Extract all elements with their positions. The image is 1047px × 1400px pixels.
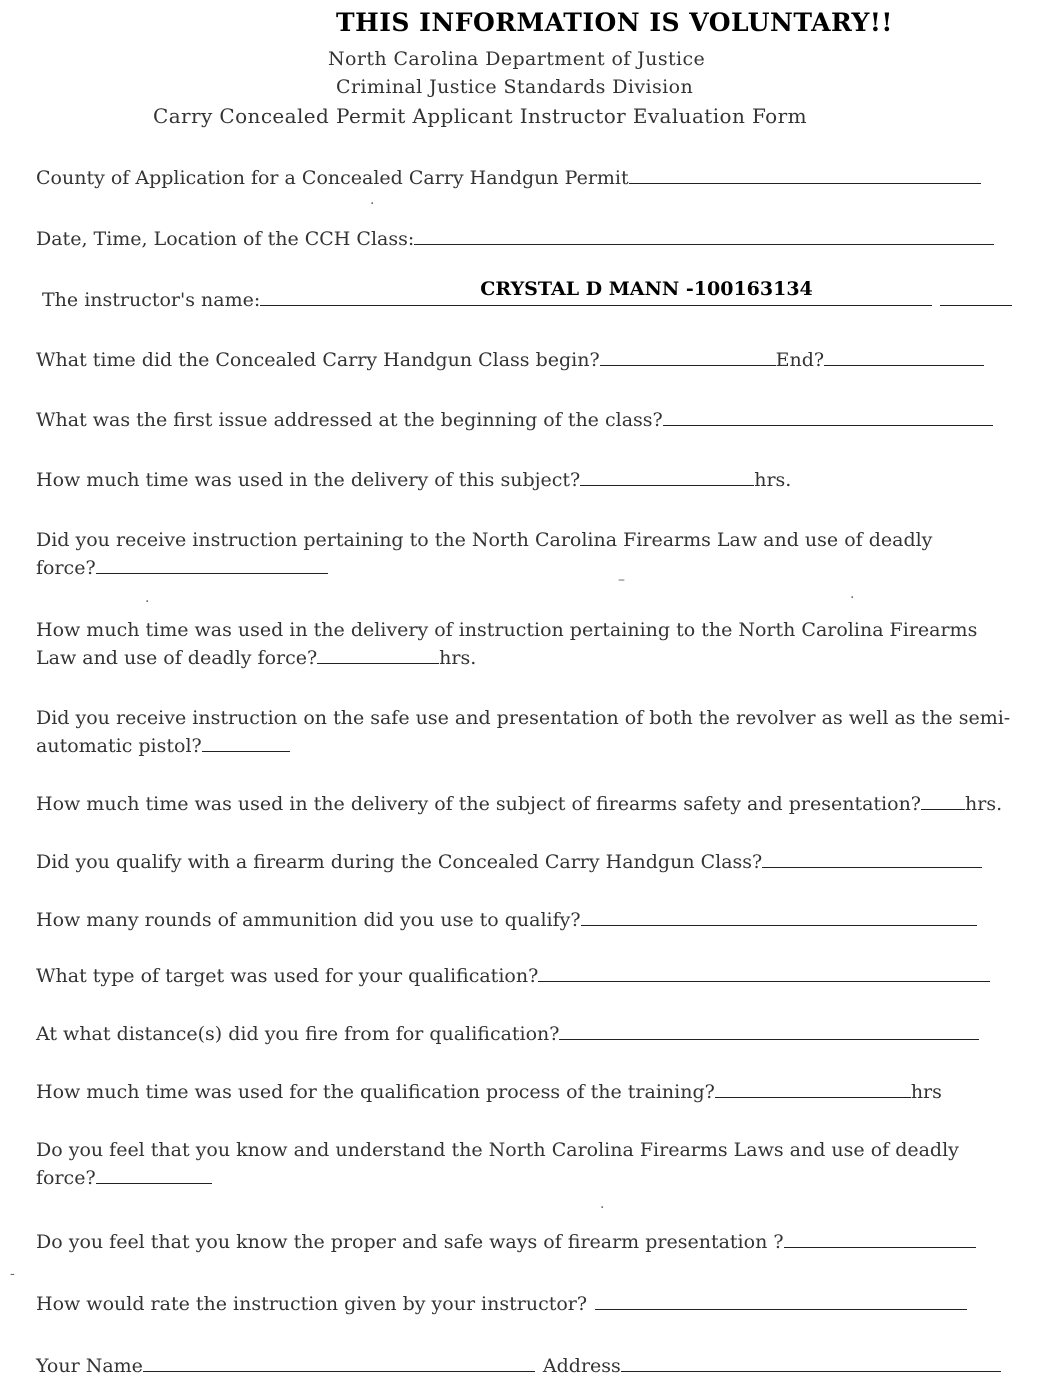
question-rounds <box>36 906 977 934</box>
question-target <box>36 962 990 990</box>
law-time-blank[interactable] <box>317 645 439 664</box>
law-label-line2: force? <box>36 557 96 579</box>
safety-time-label: How much time was used in the delivery of the subject of firearms safety and presentation? <box>36 793 921 815</box>
question-safe-use <box>36 704 1010 760</box>
qualify-label: Did you qualify with a firearm during the Concealed Carry Handgun Class? <box>36 851 763 873</box>
rounds-label: How many rounds of ammunition did you use to qualify? <box>36 909 581 931</box>
rate-label: How would rate the instruction given by your instructor? <box>36 1293 588 1315</box>
time-subject-hrs: hrs. <box>754 469 792 491</box>
question-qualification-time <box>36 1078 942 1106</box>
safe-use-label-line2: automatic pistol? <box>36 735 202 757</box>
target-blank[interactable] <box>538 963 990 982</box>
understand-label-line2: force? <box>36 1167 96 1189</box>
safe-use-label-line1: Did you receive instruction on the safe use and presentation of both the revolver as well as the semi- <box>36 707 1011 729</box>
scan-speck: · <box>145 594 150 610</box>
county-blank[interactable] <box>629 165 981 184</box>
rate-blank[interactable] <box>595 1291 967 1310</box>
qualification-time-hrs: hrs <box>910 1081 942 1103</box>
qualify-blank[interactable] <box>762 849 982 868</box>
begin-label: What time did the Concealed Carry Handgun Class begin? <box>36 349 600 371</box>
law-label-line1: Did you receive instruction pertaining to the North Carolina Firearms Law and use of deadly <box>36 529 933 551</box>
law-time-hrs: hrs. <box>439 647 477 669</box>
question-instructor <box>42 278 1012 314</box>
target-label: What type of target was used for your qualification? <box>36 965 539 987</box>
question-rate-instruction <box>36 1290 967 1318</box>
question-proper-presentation <box>36 1228 976 1256</box>
instructor-label: The instructor's name: <box>42 289 261 311</box>
question-date-time <box>36 225 994 253</box>
county-label: County of Application for a Concealed Carry Handgun Permit <box>36 167 629 189</box>
first-issue-blank[interactable] <box>663 407 993 426</box>
law-time-label-line1: How much time was used in the delivery of instruction pertaining to the North Carolina Firearms <box>36 619 978 641</box>
question-understand-laws <box>36 1136 959 1192</box>
your-name-blank[interactable] <box>143 1353 535 1372</box>
instructor-extra-blank[interactable] <box>940 287 1012 306</box>
address-blank[interactable] <box>621 1353 1001 1372</box>
end-label: End? <box>775 349 825 371</box>
proper-blank[interactable] <box>784 1229 976 1248</box>
distance-blank[interactable] <box>559 1021 979 1040</box>
header-department: North Carolina Department of Justice <box>328 48 706 70</box>
instructor-name-value: CRYSTAL D MANN -100163134 <box>480 278 813 300</box>
begin-blank[interactable] <box>600 347 776 366</box>
understand-label-line1: Do you feel that you know and understand the North Carolina Firearms Laws and use of deadly <box>36 1139 959 1161</box>
question-county <box>36 164 981 192</box>
safety-time-blank[interactable] <box>921 791 965 810</box>
law-blank[interactable] <box>96 555 328 574</box>
safe-use-blank[interactable] <box>202 733 290 752</box>
question-distance <box>36 1020 979 1048</box>
voluntary-banner: THIS INFORMATION IS VOLUNTARY!! <box>336 8 893 37</box>
question-name-address <box>36 1352 1001 1380</box>
time-subject-label: How much time was used in the delivery of this subject? <box>36 469 581 491</box>
scan-speck: – <box>618 572 625 588</box>
question-safety-time <box>36 790 1002 818</box>
proper-label: Do you feel that you know the proper and safe ways of firearm presentation ? <box>36 1231 784 1253</box>
question-qualify <box>36 848 982 876</box>
instructor-blank[interactable] <box>260 278 932 306</box>
distance-label: At what distance(s) did you fire from for qualification? <box>36 1023 560 1045</box>
address-label: Address <box>542 1355 621 1377</box>
question-law-time <box>36 616 977 672</box>
end-blank[interactable] <box>824 347 984 366</box>
scan-speck: · <box>850 590 855 606</box>
question-law-instruction <box>36 526 932 582</box>
understand-blank[interactable] <box>96 1165 212 1184</box>
header-division: Criminal Justice Standards Division <box>336 76 694 98</box>
form-title: Carry Concealed Permit Applicant Instructor Evaluation Form <box>153 104 807 128</box>
date-time-label: Date, Time, Location of the CCH Class: <box>36 228 415 250</box>
qualification-time-label: How much time was used for the qualification process of the training? <box>36 1081 715 1103</box>
time-subject-blank[interactable] <box>580 467 754 486</box>
safety-time-hrs: hrs. <box>965 793 1003 815</box>
your-name-label: Your Name <box>36 1355 143 1377</box>
rounds-blank[interactable] <box>581 907 977 926</box>
first-issue-label: What was the first issue addressed at the beginning of the class? <box>36 409 663 431</box>
question-first-issue <box>36 406 993 434</box>
question-time-subject <box>36 466 791 494</box>
law-time-label-line2: Law and use of deadly force? <box>36 647 318 669</box>
scan-speck: · <box>600 1200 605 1216</box>
date-time-blank[interactable] <box>414 226 994 245</box>
question-begin-end <box>36 346 984 374</box>
scan-speck: - <box>10 1266 15 1282</box>
scan-speck: · <box>370 196 375 212</box>
qualification-time-blank[interactable] <box>715 1079 911 1098</box>
